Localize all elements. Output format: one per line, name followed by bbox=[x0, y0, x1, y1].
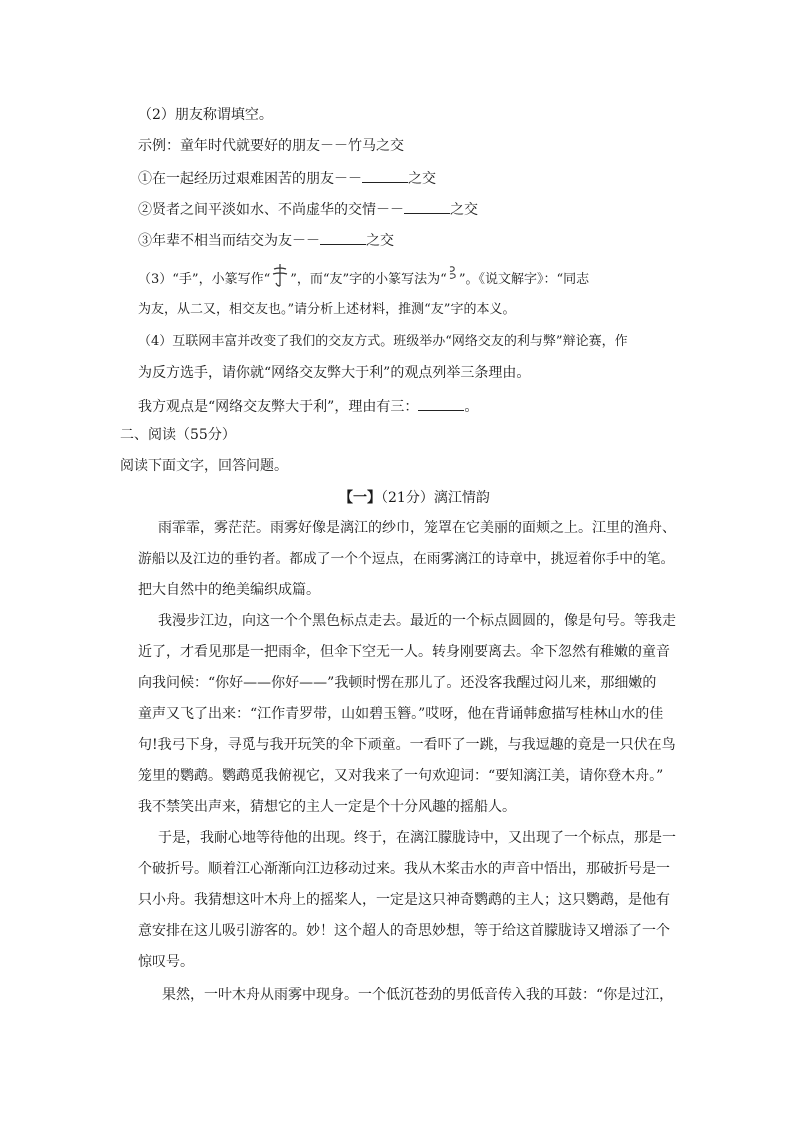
passage-line: 雨霏霏，雾茫茫。雨雾好像是漓江的纱巾，笼罩在它美丽的面颊之上。江里的渔舟、 bbox=[158, 520, 676, 536]
q2-item-2-blank[interactable] bbox=[404, 197, 450, 214]
q2-item-3-blank[interactable] bbox=[320, 228, 366, 245]
q3-line-2: 为友，从二又，相交友也。”请分析上述材料，推测“友”字的本义。 bbox=[138, 302, 516, 317]
seal-script-friend-icon bbox=[447, 264, 459, 284]
q3-text-b: ”，而“友”字的小篆写法为“ bbox=[290, 272, 447, 287]
q4-line-2: 为反方选手，请你就“网络交友弊大于利”的观点列举三条理由。 bbox=[138, 365, 531, 381]
passage-line: 童声又飞了出来：“江作青罗带，山如碧玉簪。”哎呀，他在背诵韩愈描写桂林山水的佳 bbox=[138, 706, 664, 722]
q2-item-1-text: ①在一起经历过艰难困苦的朋友－－ bbox=[138, 171, 362, 187]
q3-text-a: （3）“手”，小篆写作“ bbox=[138, 272, 271, 287]
q2-item-1-suffix: 之交 bbox=[408, 171, 436, 187]
passage-line: 意安排在这儿吸引游客的。妙！这个超人的奇思妙想，等于给这首朦胧诗又增添了一个 bbox=[138, 923, 670, 939]
passage-line: 近了，才看见那是一把雨伞，但伞下空无一人。转身刚要离去。伞下忽然有稚嫩的童音 bbox=[138, 644, 670, 660]
section-2-heading: 二、阅读（55分） bbox=[120, 427, 236, 443]
q2-example: 示例：童年时代就要好的朋友－－竹马之交 bbox=[138, 138, 404, 154]
q2-item-2-text: ②贤者之间平淡如水、不尚虚华的交情－－ bbox=[138, 202, 404, 218]
q4-answer-blank[interactable] bbox=[418, 394, 464, 411]
q2-item-1 bbox=[138, 166, 436, 189]
passage-line: 个破折号。顺着江心渐渐向江边移动过来。我从木桨击水的声音中悟出，那破折号是一 bbox=[138, 861, 670, 877]
q4-line-3 bbox=[138, 394, 478, 417]
passage-line: 我漫步江边，向这一个个黑色标点走去。最近的一个标点圆圆的，像是句号。等我走 bbox=[158, 613, 676, 629]
passage-line: 于是，我耐心地等待他的出现。终于，在漓江朦胧诗中，又出现了一个标点，那是一 bbox=[158, 830, 676, 846]
q2-item-3 bbox=[138, 228, 394, 251]
q4-line-3-end: 。 bbox=[464, 399, 479, 415]
seal-script-hand-icon bbox=[270, 262, 290, 288]
passage-line: 笼里的鹦鹉。鹦鹉觅我俯视它，又对我来了一句欢迎词：“要知漓江美，请你登木舟。” bbox=[138, 768, 664, 784]
passage-line: 我不禁笑出声来，猜想它的主人一定是个十分风趣的摇船人。 bbox=[138, 799, 516, 815]
q4-line-1: （4）互联网丰富并改变了我们的交友方式。班级举办“网络交友的利与弊”辩论赛，作 bbox=[138, 334, 628, 349]
passage-title-bracket: 【一】 bbox=[339, 490, 381, 506]
passage-line: 句!我弓下身，寻觅与我开玩笑的伞下顽童。一看吓了一跳，与我逗趣的竟是一只伏在鸟 bbox=[138, 737, 676, 753]
q2-item-3-suffix: 之交 bbox=[366, 233, 394, 249]
q2-item-2 bbox=[138, 197, 478, 220]
passage-line: 游船以及江边的垂钓者。都成了一个个逗点，在雨雾漓江的诗章中，挑逗着你手中的笔。 bbox=[138, 551, 675, 567]
passage-line: 把大自然中的绝美编织成篇。 bbox=[138, 582, 320, 598]
section-2-instruction: 阅读下面文字，回答问题。 bbox=[120, 458, 288, 474]
passage-line: 果然，一叶木舟从雨雾中现身。一个低沉苍劲的男低音传入我的耳鼓：“你是过江， bbox=[162, 987, 674, 1003]
q2-title: （2）朋友称谓填空。 bbox=[138, 107, 273, 123]
passage-line: 惊叹号。 bbox=[138, 954, 194, 970]
passage-title-text: （21分）漓江情韵 bbox=[381, 490, 490, 506]
q3-line-1 bbox=[138, 270, 589, 290]
q2-item-2-suffix: 之交 bbox=[450, 202, 478, 218]
q3-text-c: ”。《说文解字》：“同志 bbox=[458, 272, 590, 287]
passage-line: 向我问候：“你好——你好——”我顿时愣在那儿了。还没客我醒过闷儿来，那细嫩的 bbox=[138, 675, 657, 691]
q2-item-3-text: ③年辈不相当而结交为友－－ bbox=[138, 233, 320, 249]
q2-item-1-blank[interactable] bbox=[362, 166, 408, 183]
q4-line-3-text: 我方观点是“网络交友弊大于利”，理由有三： bbox=[138, 399, 419, 415]
passage-line: 只小舟。我猜想这叶木舟上的摇桨人，一定是这只神奇鹦鹉的主人；这只鹦鹉，是他有 bbox=[138, 892, 670, 908]
passage-title bbox=[339, 488, 490, 508]
